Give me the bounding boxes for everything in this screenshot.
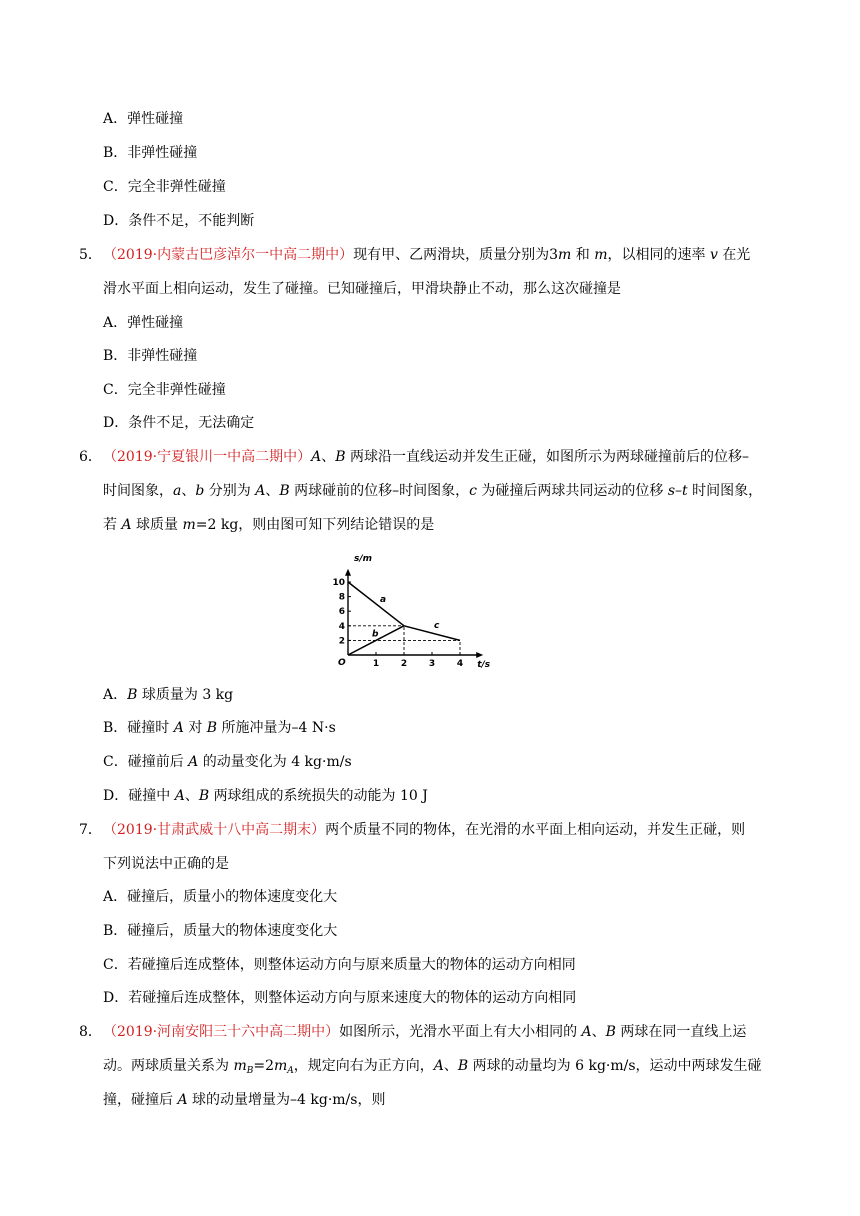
q8-stem-line3: 撞，碰撞后 A 球的动量增量为–4 kg·m/s，则	[103, 1092, 386, 1108]
y-tick-label-4: 4	[338, 621, 345, 632]
q4-option-d: D．条件不足，不能判断	[103, 213, 255, 229]
x-tick-label-3: 3	[428, 659, 436, 668]
q7-option-d: D．若碰撞后连成整体，则整体运动方向与原来速度大的物体的运动方向相同	[103, 990, 577, 1006]
q6-source: （2019·宁夏银川一中高二期中）	[103, 449, 312, 465]
q7-source: （2019·甘肃武威十八中高二期末）	[103, 822, 326, 838]
q5-stem-line1: （2019·内蒙古巴彦淖尔一中高二期中）现有甲、乙两滑块，质量分别为3m 和 m，以相同的速率 v 在光	[103, 247, 751, 263]
q5-option-d: D．条件不足，无法确定	[103, 415, 255, 431]
q5-option-c: C．完全非弹性碰撞	[103, 382, 226, 398]
y-axis-arrow	[345, 569, 351, 576]
x-tick-label-4: 4	[456, 659, 464, 668]
q5-source: （2019·内蒙古巴彦淖尔一中高二期中）	[103, 247, 354, 263]
x-tick-label-1: 1	[372, 659, 380, 668]
q8-stem-line2: 动。两球质量关系为 $m_B=2m_A$，规定向右为正方向，A、B 两球的动量均为 6 kg·m/s，运动中两球发生碰	[103, 1058, 762, 1076]
q6-stem-line1: （2019·宁夏银川一中高二期中）A、B 两球沿一直线运动并发生正碰，如图所示为两球碰撞前后的位移–	[103, 449, 749, 465]
q6-option-d: D．碰撞中 A、B 两球组成的系统损失的动能为 10 J	[103, 788, 428, 804]
q5-number: 5．	[79, 247, 102, 263]
series-line-a	[348, 582, 404, 626]
q8-stem-line1: （2019·河南安阳三十六中高二期中）如图所示，光滑水平面上有大小相同的 A、B 两球在同一直线上运	[103, 1024, 747, 1040]
q6-stem-line2: 时间图象，a、b 分别为 A、B 两球碰前的位移–时间图象，c 为碰撞后两球共同运动的位移 s–t 时间图象，	[103, 483, 763, 499]
x-tick-label-2: 2	[400, 659, 408, 668]
q6-stem-line3: 若 A 球质量 m=2 kg，则由图可知下列结论错误的是	[103, 517, 435, 533]
q8-number: 8．	[79, 1024, 102, 1040]
q4-option-c: C．完全非弹性碰撞	[103, 179, 226, 195]
y-tick-label-6: 6	[338, 607, 345, 618]
q6-option-a: A．B 球质量为 3 kg	[103, 687, 234, 703]
q5-stem-line2: 滑水平面上相向运动，发生了碰撞。已知碰撞后，甲滑块静止不动，那么这次碰撞是	[103, 281, 621, 297]
x-axis-label: t/s	[477, 660, 491, 668]
series-label-c: c	[434, 621, 440, 632]
q6-option-b: B．碰撞时 A 对 B 所施冲量为–4 N·s	[103, 720, 336, 736]
y-tick-label-2: 2	[338, 636, 345, 647]
x-axis-arrow	[476, 652, 483, 658]
q7-option-c: C．若碰撞后连成整体，则整体运动方向与原来质量大的物体的运动方向相同	[103, 957, 576, 973]
q7-option-b: B．碰撞后，质量大的物体速度变化大	[103, 923, 338, 939]
origin-label: O	[338, 658, 346, 668]
q7-stem-line1: （2019·甘肃武威十八中高二期末）两个质量不同的物体，在光滑的水平面上相向运动，并发生正碰，则	[103, 822, 746, 838]
y-tick-label-10: 10	[332, 578, 345, 588]
y-tick-label-8: 8	[338, 592, 345, 603]
st-graph	[330, 552, 500, 668]
series-label-b: b	[372, 629, 379, 640]
q6-number: 6．	[79, 449, 102, 465]
q4-option-a: A．弹性碰撞	[103, 111, 184, 127]
q7-stem-line2: 下列说法中正确的是	[103, 856, 229, 872]
q7-option-a: A．碰撞后，质量小的物体速度变化大	[103, 889, 338, 905]
q7-number: 7．	[79, 822, 102, 838]
q8-source: （2019·河南安阳三十六中高二期中）	[103, 1024, 340, 1040]
q4-option-b: B．非弹性碰撞	[103, 145, 198, 161]
y-axis-label: s/m	[354, 554, 373, 564]
q6-option-c: C．碰撞前后 A 的动量变化为 4 kg·m/s	[103, 754, 352, 770]
q5-option-a: A．弹性碰撞	[103, 315, 184, 331]
q5-option-b: B．非弹性碰撞	[103, 348, 198, 364]
series-line-c	[404, 626, 460, 641]
series-label-a: a	[380, 594, 387, 605]
